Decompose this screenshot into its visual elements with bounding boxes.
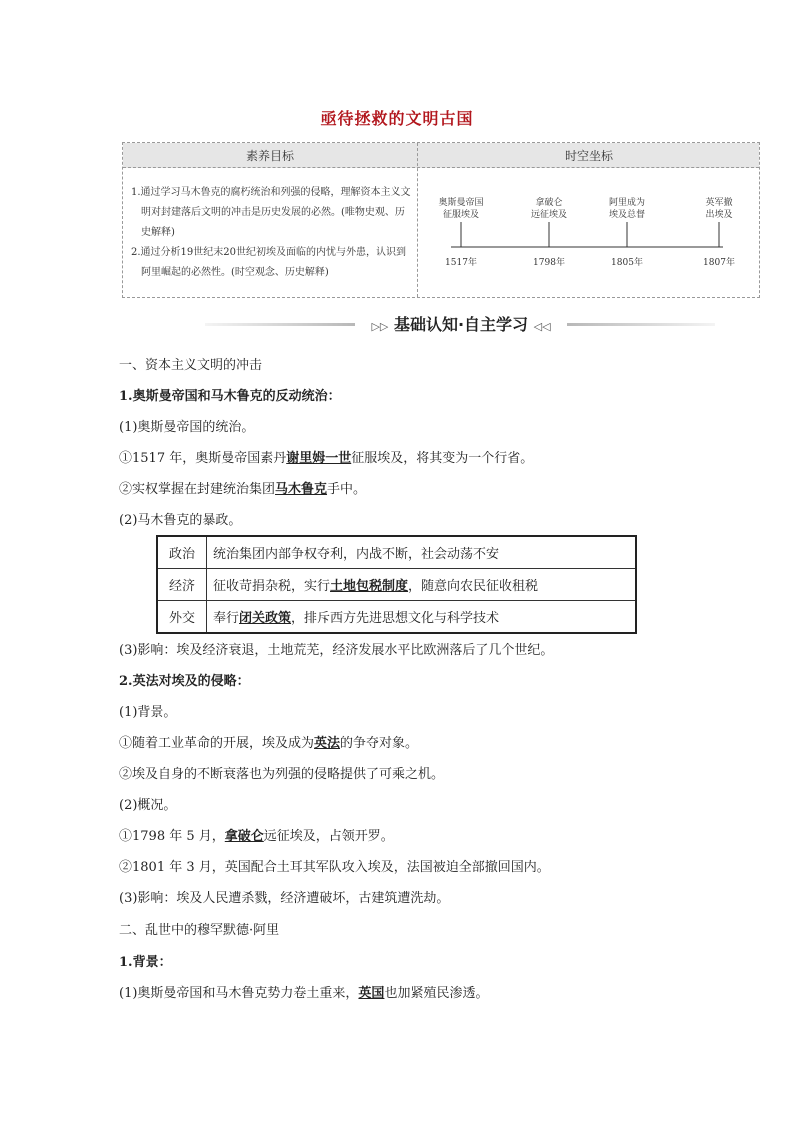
text-segment: 奉行: [213, 611, 240, 626]
goal-item: 1.通过学习马木鲁克的腐朽统治和列强的侵略，理解资本主义文明对封建落后文明的冲击是历史发展的必然。(唯物史观、历史解释): [131, 187, 411, 238]
subheading: 1.奥斯曼帝国和马木鲁克的反动统治：: [119, 389, 341, 404]
column-divider: [417, 143, 418, 297]
keyword: 谢里姆一世: [286, 451, 352, 466]
text-line: [119, 732, 418, 751]
section-heading: 二、乱世中的穆罕默德·阿里: [119, 923, 280, 938]
row-key: 外交: [157, 601, 207, 634]
timeline-year-label: 1805年: [611, 258, 643, 268]
section-banner: [205, 312, 715, 336]
text-line: [119, 478, 366, 497]
timeline-event-label: 阿里成为: [608, 198, 646, 208]
timeline: [419, 167, 759, 297]
text-segment: ①1798 年 5 月，: [119, 829, 225, 844]
text-line: (2)概况。: [119, 798, 177, 813]
row-value: [207, 536, 637, 569]
text-segment: ，随意向农民征收租税: [408, 579, 539, 594]
text-line: [119, 825, 394, 844]
text-line: (3)影响：埃及人民遭杀戮，经济遭破坏，古建筑遭洗劫。: [119, 891, 450, 906]
table-row: [157, 536, 636, 569]
text-segment: 征收苛捐杂税，实行: [213, 579, 331, 594]
text-segment: ，排斥西方先进思想文化与科学技术: [291, 611, 500, 626]
keyword: 英法: [314, 736, 341, 751]
text-segment: (1)奥斯曼帝国和马木鲁克势力卷土重来，: [119, 986, 359, 1001]
time-space-header: 时空坐标: [564, 149, 613, 163]
timeline-event-label: 远征埃及: [530, 210, 568, 220]
goals-timeline-table: [122, 142, 760, 298]
literacy-goals-header: 素养目标: [245, 149, 294, 163]
text-line: (1)背景。: [119, 705, 177, 720]
text-segment: ②实权掌握在封建统治集团: [119, 482, 276, 497]
row-key: 政治: [157, 536, 207, 569]
text-line: [119, 447, 533, 466]
banner-title: [355, 312, 567, 335]
text-segment: 也加紧殖民渗透。: [384, 986, 489, 1001]
text-line: (3)影响：埃及经济衰退，土地荒芜，经济发展水平比欧洲落后了几个世纪。: [119, 643, 554, 658]
keyword: 土地包税制度: [330, 579, 409, 594]
timeline-year-label: 1807年: [703, 258, 735, 268]
subheading: 1.背景：: [119, 955, 172, 970]
table-header: [123, 143, 759, 168]
text-segment: ①随着工业革命的开展，埃及成为: [119, 736, 315, 751]
timeline-event-label: 英军撤: [705, 198, 733, 208]
banner-line-right: [567, 323, 715, 326]
banner-line-left: [205, 323, 355, 326]
text-line: (1)奥斯曼帝国的统治。: [119, 420, 255, 435]
text-segment: 的争夺对象。: [340, 736, 419, 751]
keyword: 英国: [358, 986, 385, 1001]
goals-list: [131, 183, 413, 283]
subheading: 2.英法对埃及的侵略：: [119, 674, 250, 689]
banner-left-arrow: ▷▷: [371, 320, 389, 333]
text-segment: 远征埃及，占领开罗。: [263, 829, 394, 844]
text-segment: 征服埃及，将其变为一个行省。: [351, 451, 534, 466]
timeline-event-label: 奥斯曼帝国: [438, 198, 484, 208]
text-line: ②1801 年 3 月，英国配合土耳其军队攻入埃及，法国被迫全部撤回国内。: [119, 860, 550, 875]
row-value: [207, 569, 637, 601]
table-row: [157, 569, 636, 601]
section-heading: 一、资本主义文明的冲击: [119, 358, 263, 373]
text-line: (2)马木鲁克的暴政。: [119, 513, 242, 528]
text-segment: 手中。: [327, 482, 367, 497]
mamluk-tyranny-table: [156, 535, 637, 634]
timeline-year-label: 1798年: [533, 258, 565, 268]
goal-item: 2.通过分析19世纪末20世纪初埃及面临的内忧与外患，认识到阿里崛起的必然性。(时空观念、历史解释): [131, 247, 406, 278]
text-segment: ①1517 年，奥斯曼帝国素丹: [119, 451, 287, 466]
keyword: 马木鲁克: [275, 482, 328, 497]
banner-text: 基础认知·自主学习: [393, 315, 529, 334]
page-title: 亟待拯救的文明古国: [320, 109, 474, 128]
table-row: [157, 601, 636, 634]
text-line: [119, 982, 488, 1001]
timeline-event-label: 拿破仑: [535, 198, 563, 208]
row-key: 经济: [157, 569, 207, 601]
keyword: 闭关政策: [239, 611, 292, 626]
text-segment: 统治集团内部争权夺利，内战不断，社会动荡不安: [213, 547, 500, 562]
row-value: [207, 601, 637, 634]
banner-right-arrow: ◁◁: [533, 320, 551, 333]
text-line: ②埃及自身的不断衰落也为列强的侵略提供了可乘之机。: [119, 767, 445, 782]
timeline-event-label: 征服埃及: [442, 210, 480, 220]
timeline-event-label: 出埃及: [705, 210, 733, 220]
timeline-year-label: 1517年: [445, 258, 477, 268]
timeline-event-label: 埃及总督: [608, 210, 646, 220]
keyword: 拿破仑: [224, 829, 264, 844]
